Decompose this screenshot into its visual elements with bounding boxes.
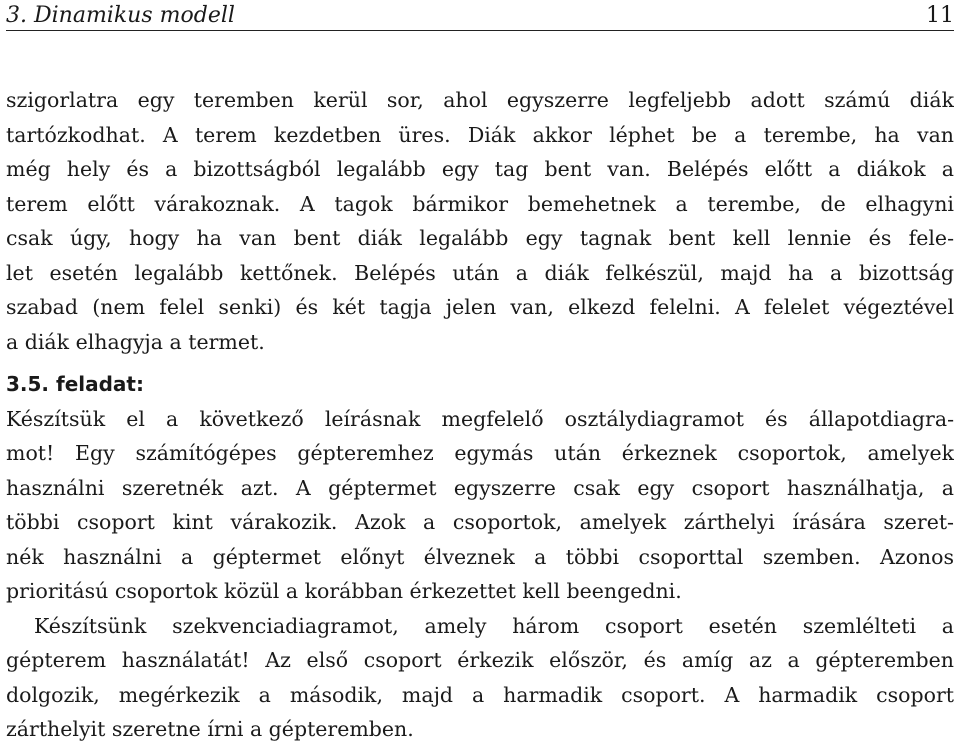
text-line: prioritású csoportok közül a korábban érkezettet kell beengedni. — [6, 579, 682, 603]
chapter-title: 3. Dinamikus modell — [6, 3, 235, 28]
text-line: terem előtt várakoznak. A tagok bármikor bemehetnek a terembe, de elhagyni — [6, 191, 954, 216]
text-line: nék használni a géptermet előnyt élveznek a többi csoporttal szemben. Azonos — [6, 544, 954, 569]
text-line: még hely és a bizottságból legalább egy tag bent van. Belépés előtt a diákok a — [6, 157, 954, 181]
text-line: a diák elhagyja a termet. — [6, 329, 265, 354]
page-number: 11 — [926, 3, 954, 28]
text-line: Készítsük el a következő leírásnak megfelelő osztálydiagramot és állapotdiagra- — [6, 406, 954, 431]
running-header — [6, 2, 954, 31]
text-line: szabad (nem felel senki) és két tagja jelen van, elkezd felelni. A felelet végeztével — [6, 295, 954, 319]
text-line: gépterem használatát! Az első csoport érkezik először, és amíg az a gépteremben — [6, 648, 954, 672]
text-line: használni szeretnék azt. A géptermet egyszerre csak egy csoport használhatja, a — [6, 475, 954, 500]
text-line: csak úgy, hogy ha van bent diák legalább egy tagnak bent kell lennie és fele- — [6, 226, 954, 250]
text-line: mot! Egy számítógépes gépteremhez egymás után érkeznek csoportok, amelyek — [6, 441, 954, 465]
paragraph-task-description — [6, 402, 954, 609]
text-line: zárthelyit szeretne írni a gépteremben. — [6, 717, 414, 741]
body-text — [6, 83, 954, 747]
task-heading: 3.5. feladat: — [6, 372, 144, 396]
text-line: szigorlatra egy teremben kerül sor, ahol egyszerre legfeljebb adott számú diák — [6, 88, 954, 112]
paragraph-sequence-task — [6, 609, 954, 747]
text-line: Készítsünk szekvenciadiagramot, amely három csoport esetén szemlélteti a — [34, 613, 954, 638]
paragraph-exam-description — [6, 83, 954, 359]
text-line: többi csoport kint várakozik. Azok a csoportok, amelyek zárthelyi írására szeret- — [6, 510, 954, 534]
text-line: dolgozik, megérkezik a második, majd a harmadik csoport. A harmadik csoport — [6, 682, 954, 707]
text-line: tartózkodhat. A terem kezdetben üres. Diák akkor léphet be a terembe, ha van — [6, 122, 954, 147]
text-line: let esetén legalább kettőnek. Belépés után a diák felkészül, majd ha a bizottság — [6, 260, 954, 285]
